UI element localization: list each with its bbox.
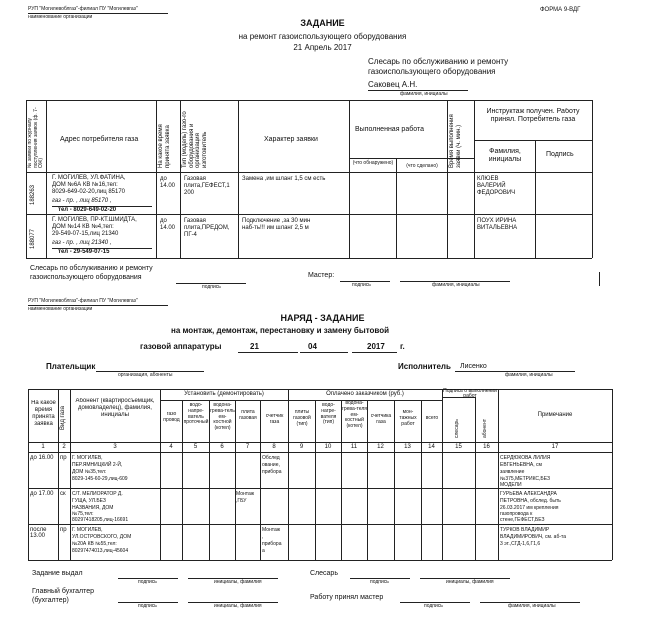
abonent-line: 80297474013,лиц-45604	[72, 548, 129, 554]
request-time: до 17.00	[30, 491, 54, 497]
note-line: 26.03.2017 им крепления	[500, 505, 559, 511]
note-line: №375,МЕТРИКС,БЕЗ	[500, 476, 550, 482]
gas-kind: пр	[60, 527, 67, 533]
th-address: Адрес потребителя газа	[60, 136, 139, 143]
sign-caption: подпись	[138, 579, 157, 585]
abonent-line: С/Т. МЕЛИОРАТОР Д.	[72, 491, 123, 497]
phone: тел - 29-549-07-15	[58, 249, 110, 255]
doc1-subtitle: на ремонт газоиспользующего оборудования	[238, 32, 407, 41]
payer-caption: организация, абоненты	[118, 372, 173, 378]
doc2-subtitle: на монтаж, демонтаж, перестановку и замену бытовой	[170, 326, 390, 335]
address-line: Г. МОГИЛЕВ, УЛ.ФАТИНА,	[52, 175, 126, 181]
request-time: после 13.00	[30, 527, 47, 539]
th-gas-kind: Вид газа	[60, 406, 66, 430]
sign-caption: подпись	[370, 579, 389, 585]
th-work-time: Время выполнения заявки (ч. мин.)	[449, 114, 462, 168]
address-line: 8029-649-02-20,лиц 85170	[52, 189, 126, 195]
note-line: ТУРКОВ ВЛАДИМИР	[500, 527, 550, 533]
request-time: 14.00	[160, 225, 176, 231]
equipment-type: ПГ-4	[184, 232, 197, 238]
gas-kind: пр	[60, 455, 67, 461]
doc1-title: ЗАДАНИЕ	[300, 18, 345, 28]
gas-account: газ - пр. , лиц 21340 ,	[52, 240, 112, 246]
note-line: заявление	[500, 469, 525, 475]
th-boiler-paid: водона-грева-теля ем-костный (котел)	[342, 401, 367, 429]
issued-label: Задание выдал	[32, 570, 83, 577]
equipment-type: Газовая	[184, 218, 206, 224]
request-nature: Замена ,им шланг 1,5 см есть	[242, 176, 326, 182]
address-line: Г. МОГИЛЕВ, ПР-КТ.ШМИДТА,	[52, 217, 137, 223]
th-nature: Характер заявки	[264, 136, 318, 143]
accepted-label: Работу принял мастер	[310, 594, 384, 601]
equipment-type: Газовая	[184, 176, 206, 182]
th-total: всего	[425, 416, 439, 421]
note-line: ПЕТРОВНА, обслед. быть	[500, 498, 561, 504]
address-line: ДОМ №6А КВ №16,тел:	[52, 182, 118, 188]
fio-caption: инициалы, фамилия	[214, 579, 262, 585]
abonent-line: №20А КВ №55,тел:	[72, 541, 117, 547]
th-equipment-type: Тип (модель) газо-го оборудования и организация изготовитель	[182, 111, 208, 168]
abonent-line: НАЗВАНИЯ, ДОМ	[72, 505, 114, 511]
col-number: 16	[483, 444, 490, 450]
locksmith-label: Слесарь	[310, 570, 338, 577]
work-note: Монтаж	[262, 527, 281, 533]
th-sign-done: Подпись о выполнении работ	[443, 388, 497, 399]
abonent-line: Г. МОГИЛЕВ,	[72, 527, 103, 533]
col-number: 8	[272, 444, 276, 450]
th-water-heater: водо-напре-ватель проточный	[183, 403, 209, 426]
th-done-work: Выполненная работа	[355, 126, 424, 133]
th-signature: Подпись	[546, 151, 574, 158]
payer-label: Плательщик	[46, 362, 96, 371]
note-line: газопровода к	[500, 511, 533, 517]
col-number: 4	[169, 444, 173, 450]
executor-role-line1: Слесарь по обслуживанию и ремонту	[368, 57, 509, 66]
note-line: СЕРДЮКОВА ЛИЛИЯ	[500, 455, 551, 461]
th-made: (что сделано)	[406, 163, 438, 169]
col-number: 1	[41, 444, 45, 450]
request-time: до 16.00	[30, 455, 54, 461]
th-meter: счетчик газа	[265, 414, 284, 425]
work-note: Монтаж	[236, 491, 255, 497]
month: 04	[308, 342, 317, 351]
executor-caption: фамилия, инициалы	[400, 91, 448, 97]
th-gas-pipe: газо провод	[163, 412, 180, 423]
fio-caption: фамилия, инициалы	[508, 603, 556, 609]
col-number: 2	[62, 444, 66, 450]
note-line: ГУРЬЕВА АЛЕКСАНДРА	[500, 491, 557, 497]
th-found: (что обнаружено)	[352, 160, 394, 166]
th-abonent: Абонент (квартиросъемщик, домовладелец), фамилия, инициалы	[75, 398, 155, 418]
gas-account: газ - пр. , лиц 85170 ,	[52, 198, 112, 204]
org-caption: наименование организации	[28, 306, 93, 312]
org-name: РУП "Могилевоблгаз"-филиал ПУ "Могилевгаз"	[28, 298, 138, 304]
request-time: до	[160, 176, 167, 182]
request-number: 188077	[30, 228, 36, 249]
th-time: На какое время принята заявка	[31, 400, 56, 427]
footer-role-line1: Слесарь по обслуживанию и ремонту	[30, 265, 153, 272]
col-number: 3	[113, 444, 117, 450]
day: 21	[250, 342, 259, 351]
year: 2017	[367, 342, 385, 351]
th-fio: Фамилия, инициалы	[488, 148, 522, 164]
work-note: ,ГБУ	[236, 498, 247, 504]
form-code: ФОРМА 9-ВДГ	[540, 7, 581, 13]
chief-accountant-line2: (бухгалтер)	[32, 597, 69, 604]
org-name: РУП "Могилевоблгаз"-филиал ПУ "Могилевгаз"	[28, 6, 138, 12]
fio-caption: инициалы, фамилия	[214, 603, 262, 609]
gas-kind: ск	[60, 491, 66, 497]
doc1-date: 21 Апрель 2017	[293, 43, 352, 52]
work-note: прибора	[262, 469, 282, 475]
request-nature: наб-ть!!! им шланг 2,5 м	[242, 225, 309, 231]
consumer-fio: ПОУХ ИРИНА	[477, 218, 517, 224]
address-line: ДОМ №14 КВ №4,тел:	[52, 224, 114, 230]
col-number: 9	[299, 444, 304, 450]
col-number: 7	[245, 444, 250, 450]
footer-role-line2: газоиспользующего оборудования	[30, 274, 142, 281]
org-caption: наименование организации	[28, 14, 93, 20]
address-line: 29-549-07-15,лиц 21340	[52, 231, 119, 237]
sign-caption: подпись	[138, 603, 157, 609]
work-note: ,	[262, 534, 264, 540]
th-abonent-sign: абонент	[482, 418, 488, 438]
th-request-number: № заявки по журналу поступления заявок (ф. 7-ОЖ)	[27, 107, 44, 168]
executor-role-line2: газоиспользующего оборудования	[368, 67, 496, 76]
abonent-line: Г. МОГИЛЕВ,	[72, 455, 103, 461]
fio-caption: инициалы, фамилия	[446, 579, 494, 585]
abonent-line: №75,тел:	[72, 511, 94, 517]
consumer-fio: ВИТАЛЬЕВНА	[477, 225, 518, 231]
th-stove-type: плиты газовой (тип)	[293, 410, 311, 427]
th-boiler: водона-грева-тель ем-костной (котел)	[210, 403, 235, 431]
executor-name: Лисенко	[460, 363, 487, 370]
doc2-title: НАРЯД - ЗАДАНИЕ	[280, 313, 365, 323]
request-time: до	[160, 218, 167, 224]
th-time: На какое время принята заявка	[158, 124, 171, 168]
col-number: 17	[551, 444, 559, 450]
col-number: 11	[350, 444, 358, 450]
note-line: 3 эт.,СГД-1,6,Г1,6	[500, 541, 541, 547]
note-line: ВЛАДИМИРОВИЧ, см. аб-та	[500, 534, 566, 540]
th-locksmith: слесарь	[454, 419, 460, 438]
th-stove: плита газовая	[239, 410, 257, 421]
col-number: 14	[428, 444, 435, 450]
note-line: МОДЕЛИ	[500, 482, 522, 488]
abonent-line: ПЕР.ЯМНИЦКИЙ 2-Й,	[72, 462, 123, 468]
phone: тел - 8029-649-02-20	[58, 207, 117, 213]
request-number: 188263	[30, 184, 36, 205]
th-note: Примечание	[537, 412, 573, 418]
th-installed: Установить (демонтировать)	[184, 391, 264, 397]
consumer-fio: КЛЮЕВ	[477, 176, 499, 182]
fio-caption: фамилия, инициалы	[432, 282, 480, 288]
consumer-fio: ВАЛЕРИЙ	[477, 183, 506, 189]
note-line: ЕВГЕНЬЕВНА, см	[500, 462, 542, 468]
col-number: 5	[193, 444, 198, 450]
year-suffix: г.	[400, 342, 405, 351]
equipment-type: плита,ПРЕДОМ,	[184, 225, 230, 231]
equipment-type: плита,ГЕФЕСТ,1	[184, 183, 230, 189]
work-note: Обслед	[262, 455, 280, 461]
work-note: а	[262, 548, 265, 554]
sign-caption: подпись	[202, 284, 221, 290]
executor-caption: фамилия, инициалы	[505, 372, 553, 378]
sign-caption: подпись	[352, 282, 371, 288]
doc2-subtitle-2: газовой аппаратуры	[140, 342, 222, 351]
chief-accountant-line1: Главный бухгалтер	[32, 588, 94, 595]
work-note: ование,	[262, 462, 280, 468]
executor-name: Саковец А.Н.	[368, 80, 418, 89]
col-number: 13	[404, 444, 411, 450]
th-instruction: Инструктаж получен. Работу принял. Потребитель газа	[486, 108, 580, 124]
request-nature: Подключение ,за 30 мин	[242, 218, 311, 224]
abonent-line: УЛ.ОСТРОВСКОГО, ДОМ	[72, 534, 132, 540]
equipment-type: 200	[184, 190, 195, 196]
master-label: Мастер:	[308, 272, 335, 279]
col-number: 12	[377, 444, 384, 450]
col-number: 6	[220, 444, 224, 450]
abonent-line: 8029-145-60-29,лиц-609	[72, 476, 128, 482]
th-meter-paid: счетчика газа	[370, 414, 392, 425]
th-paid: Оплачено заказчиком (руб.)	[326, 391, 404, 397]
abonent-line: ГУЩА, УЛ.БЕЗ	[72, 498, 106, 504]
sign-caption: подпись	[424, 603, 443, 609]
th-heater-type: водо-нагре-вателя (тип)	[320, 403, 337, 426]
request-time: 14.00	[160, 183, 176, 189]
consumer-fio: ФЕДОРОВИЧ	[477, 190, 516, 196]
abonent-line: 80297418205,лиц-16691	[72, 517, 129, 523]
abonent-line: ДОМ №35,тел:	[72, 469, 107, 475]
executor-label: Исполнитель	[398, 362, 451, 371]
col-number: 10	[324, 444, 332, 450]
th-mount-works: мон-тажных работ	[399, 410, 417, 427]
note-line: стене,ГЕФЕСТ,БЕЗ	[500, 517, 545, 523]
col-number: 15	[455, 444, 462, 450]
work-note: прибора	[262, 541, 282, 547]
